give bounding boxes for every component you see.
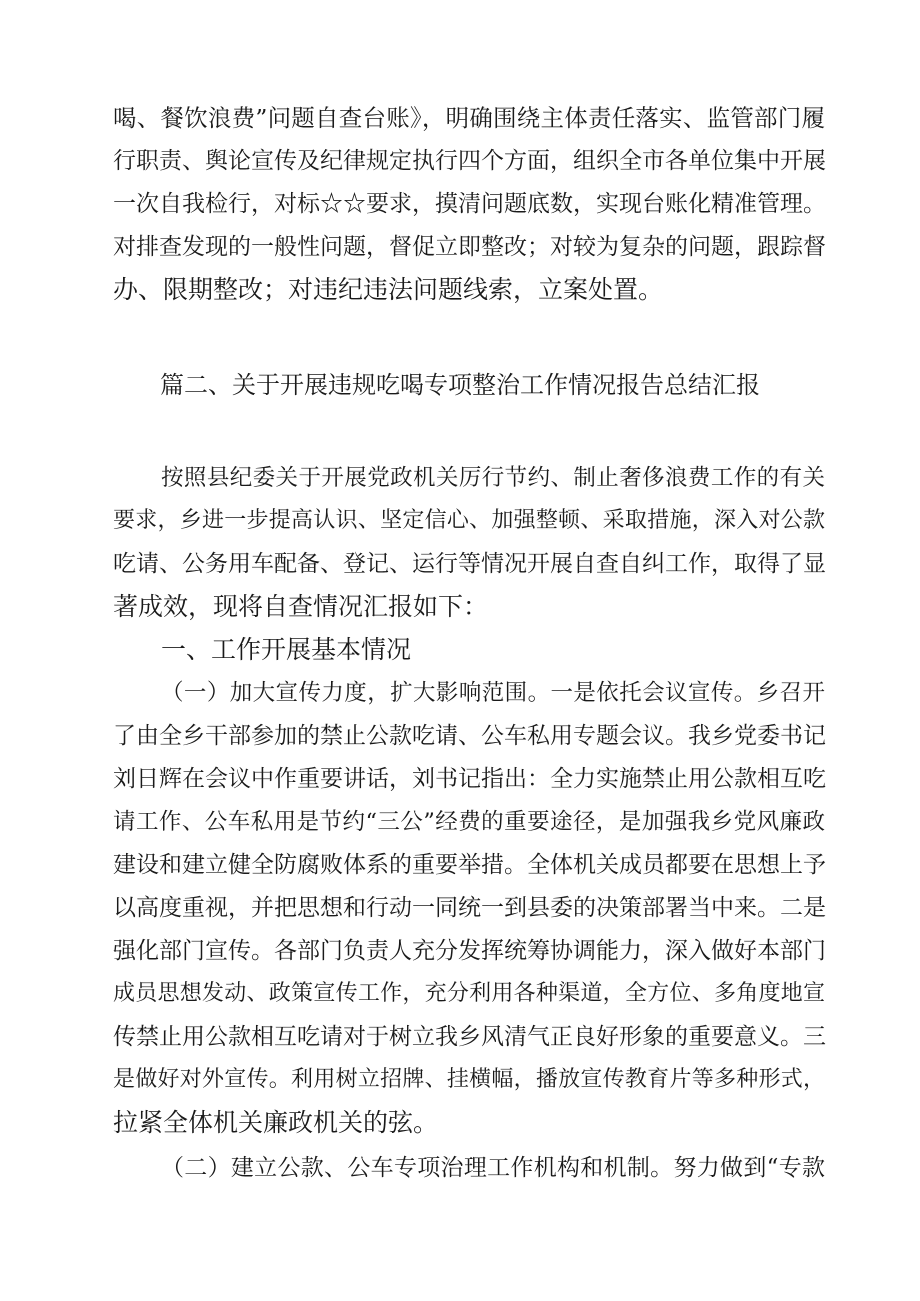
- paragraph-line: 强化部门宣传。各部门负责人充分发挥统筹协调能力，深入做好本部门: [113, 938, 826, 964]
- heading-one: 一、工作开展基本情况: [161, 635, 412, 664]
- section-title: 篇二、关于开展违规吃喝专项整治工作情况报告总结汇报: [160, 371, 760, 399]
- paragraph-line: 著成效，现将自查情况汇报如下：: [113, 592, 489, 621]
- paragraph-line: 刘日辉在会议中作重要讲话，刘书记指出：全力实施禁止用公款相互吃: [113, 766, 826, 792]
- paragraph-line: 成员思想发动、政策宣传工作，充分利用各种渠道，全方位、多角度地宣: [113, 981, 825, 1006]
- paragraph-line: 吃请、公务用车配备、登记、运行等情况开展自查自纠工作，取得了显: [113, 551, 826, 577]
- paragraph-line: 按照县纪委关于开展党政机关厉行节约、制止奢侈浪费工作的有关: [161, 465, 825, 491]
- paragraph-line: 一次自我检行，对标☆☆要求，摸清问题底数，实现台账化精准管理。: [113, 191, 826, 217]
- paragraph-line: 办、限期整改；对违纪违法问题线索，立案处置。: [113, 275, 664, 304]
- paragraph-line: 以高度重视，并把思想和行动一同统一到县委的决策部署当中来。二是: [113, 895, 826, 921]
- paragraph-line: 了由全乡干部参加的禁止公款吃请、公车私用专题会议。我乡党委书记: [113, 723, 826, 749]
- paragraph-line: 行职责、舆论宣传及纪律规定执行四个方面，组织全市各单位集中开展: [113, 148, 826, 174]
- paragraph-line: 拉紧全体机关廉政机关的弦。: [113, 1108, 439, 1137]
- paragraph-line: （二）建立公款、公车专项治理工作机构和机制。努力做到“专款: [161, 1155, 825, 1181]
- paragraph-line: 喝、餐饮浪费”问题自查台账》，明确围绕主体责任落实、监管部门履: [113, 104, 825, 132]
- paragraph-line: 建设和建立健全防腐败体系的重要举措。全体机关成员都要在思想上予: [113, 852, 826, 878]
- paragraph-line: （一）加大宣传力度，扩大影响范围。一是依托会议宣传。乡召开: [161, 680, 825, 706]
- paragraph-line: 要求，乡进一步提高认识、坚定信心、加强整顿、采取措施，深入对公款: [113, 508, 825, 533]
- paragraph-line: 是做好对外宣传。利用树立招牌、挂横幅，播放宣传教育片等多种形式，: [113, 1067, 825, 1092]
- paragraph-line: 传禁止用公款相互吃请对于树立我乡风清气正良好形象的重要意义。三: [113, 1024, 826, 1050]
- paragraph-line: 请工作、公车私用是节约“三公”经费的重要途径，是加强我乡党风廉政: [113, 809, 825, 835]
- paragraph-line: 对排查发现的一般性问题，督促立即整改；对较为复杂的问题，跟踪督: [113, 234, 826, 260]
